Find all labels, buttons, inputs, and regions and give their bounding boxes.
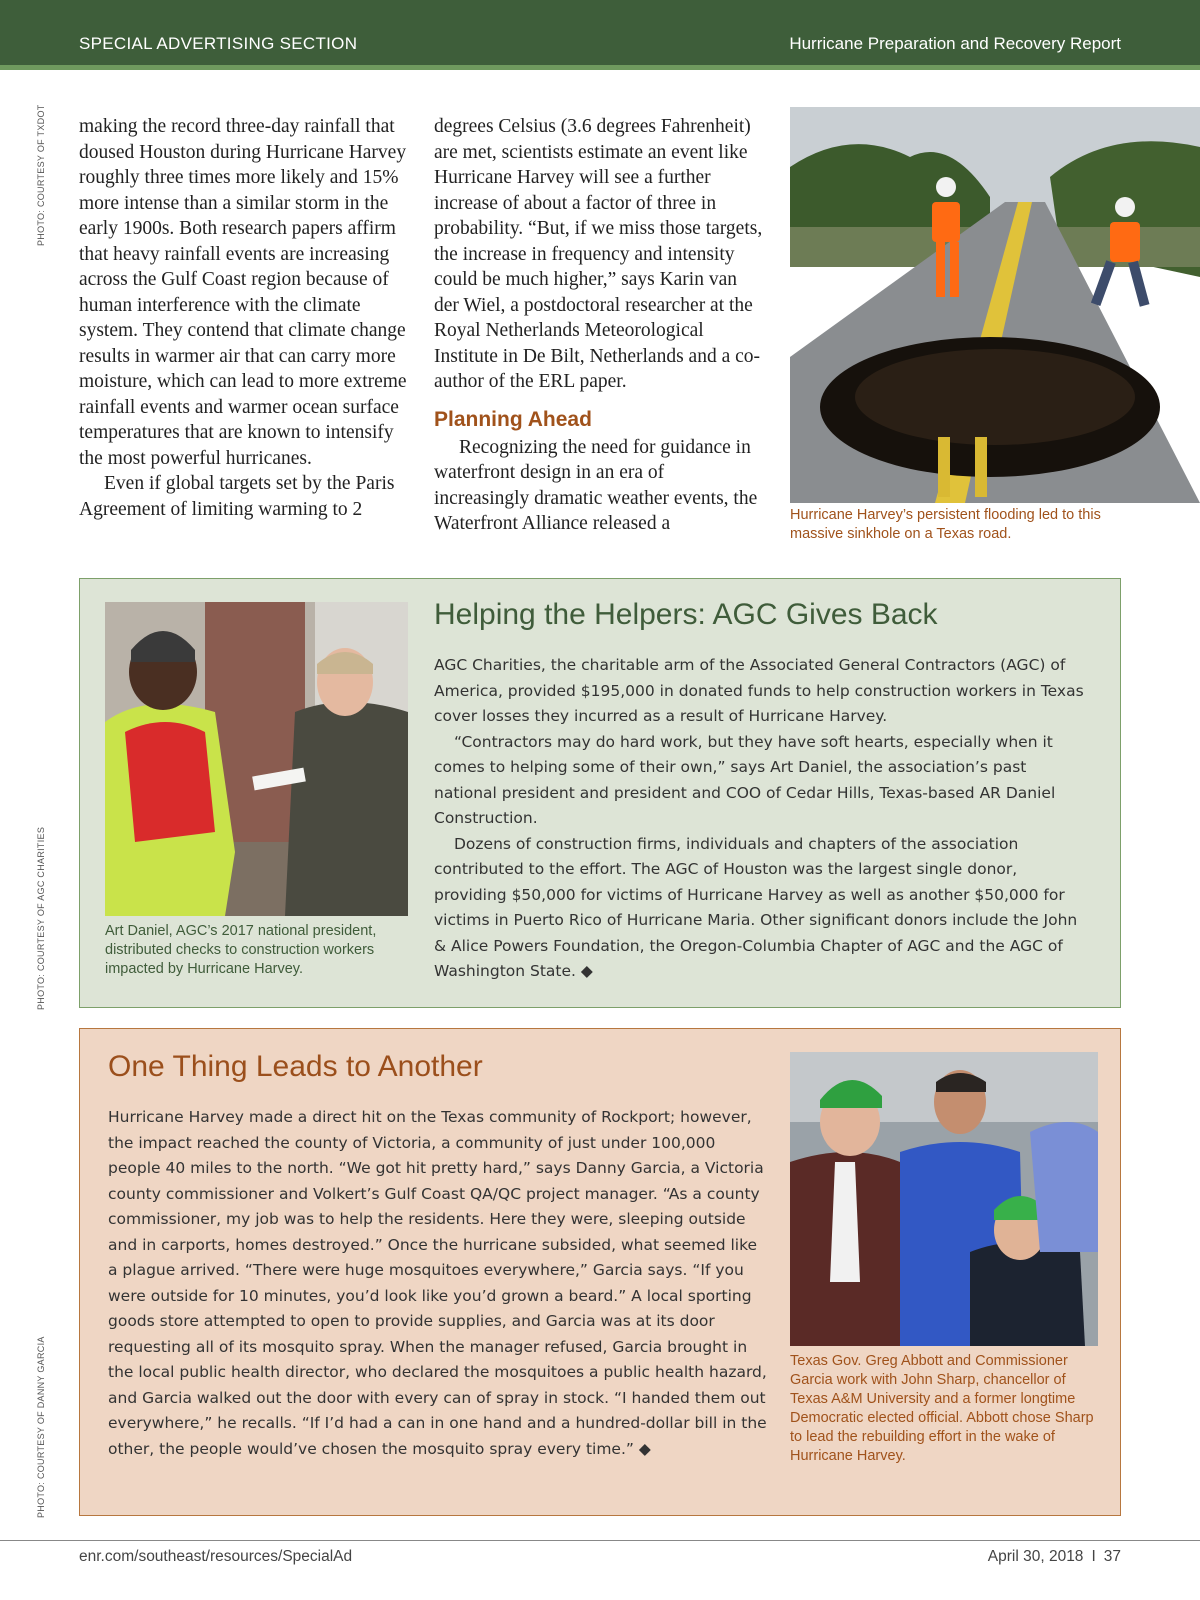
agc-paragraph: “Contractors may do hard work, but they have soft hearts, especially when it comes to helping some of their own,” says Art Daniel, the association’s past national president and president and COO of Cedar Hills, Texas-based AR Daniel Construction. [434,732,1056,827]
agc-box-body [434,653,1094,985]
photo-credit-agc: PHOTO: COURTESY OF AGC CHARITIES [36,826,46,1010]
subhead-planning-ahead: Planning Ahead [434,407,592,431]
agc-photo-caption: Art Daniel, AGC’s 2017 national president, distributed checks to construction workers impacted by Hurricane Harvey. [105,923,377,977]
footer-date: April 30, 2018 [987,1548,1084,1565]
article-paragraph: Even if global targets set by the Paris Agreement of limiting warming to 2 [79,473,395,520]
garcia-group-photo [790,1052,1098,1346]
article-column-1 [79,114,409,522]
header-accent-line [0,65,1200,70]
sinkhole-photo [790,107,1200,503]
page-number: 37 [1103,1548,1121,1565]
agc-paragraph: Dozens of construction firms, individuals and chapters of the association contributed to the effort. The AGC of Houston was the largest single donor, providing $50,000 for victims of Hurricane Harvey as well as another $50,000 for victims in Puerto Rico of Hurricane Maria. Other significant donors include the John & Alice Powers Foundation, the Oregon-Columbia Chapter of AGC and the AGC of Washington State. ◆ [434,834,1078,980]
agc-box-title: Helping the Helpers: AGC Gives Back [434,598,938,631]
agc-paragraph: AGC Charities, the charitable arm of the Associated General Contractors (AGC) of America, provided $195,000 in donated funds to help construction workers in Texas cover losses they incurred as a result of Hurricane Harvey. [434,656,1084,725]
report-title: Hurricane Preparation and Recovery Report [789,34,1121,53]
article-paragraph: degrees Celsius (3.6 degrees Fahrenheit) are met, scientists estimate an event like Hurricane Harvey will see a further increase of about a factor of three in probability. “But, if we miss those targets, the increase in frequency and intensity could be much higher,” says Karin van der Wiel, a postdoctoral researcher at the Royal Netherlands Meteorological Institute in De Bilt, Netherlands and a co-author of the ERL paper. [434,116,763,392]
garcia-paragraph: Hurricane Harvey made a direct hit on the Texas community of Rockport; however, the impact reached the county of Victoria, a community of just under 100,000 people 40 miles to the north. “We got hit pretty hard,” says Danny Garcia, a Victoria county commissioner and Volkert’s Gulf Coast QA/QC project manager. “As a county commissioner, my job was to help the residents. Here they were, sleeping outside and in carports, homes destroyed.” Once the hurricane subsided, what seemed like a plague arrived. “There were huge mosquitoes everywhere,” Garcia says. “If you were outside for 10 minutes, you’d look like you’d grown a beard.” A local sporting goods store attempted to open to provide supplies, and Garcia was at its door requesting all of its mosquito spray. When the manager refused, Garcia brought in the local public health director, who declared the mosquitoes a public health hazard, and Garcia walked out the door with every can of spray in stock. “I handed them out everywhere,” he recalls. “If I’d had a can in one hand and a hundred-dollar bill in the other, the people would’ve chosen the mosquito spray every time.” ◆ [108,1108,767,1458]
article-paragraph: Recognizing the need for guidance in waterfront design in an era of increasingly dramatic weather events, the Waterfront Alliance released a [434,436,758,534]
section-label: SPECIAL ADVERTISING SECTION [79,34,358,53]
sinkhole-caption: Hurricane Harvey’s persistent flooding led to this massive sinkhole on a Texas road. [790,507,1101,542]
article-column-2 [434,114,764,537]
garcia-photo-caption: Texas Gov. Greg Abbott and Commissioner Garcia work with John Sharp, chancellor of Texas A&M University and a former longtime Democratic elected official. Abbott chose Sharp to lead the rebuilding effort in the wake of Hurricane Harvey. [790,1353,1094,1464]
garcia-box-body [108,1105,768,1462]
photo-credit-txdot: PHOTO: COURTESY OF TXDOT [36,104,46,246]
agc-check-photo [105,602,408,916]
article-paragraph: making the record three-day rainfall that doused Houston during Hurricane Harvey roughly three times more likely and 15% more intense than a similar storm in the early 1900s. Both research papers affirm that heavy rainfall events are increasing across the Gulf Coast region because of human interference with the climate system. They contend that climate change results in warmer air that can carry more moisture, which can lead to more extreme rainfall events and warmer ocean surface temperatures that are known to intensify the most powerful hurricanes. [79,116,407,469]
garcia-box-title: One Thing Leads to Another [108,1050,483,1083]
footer-separator: I [1091,1548,1096,1565]
photo-credit-garcia: PHOTO: COURTESY OF DANNY GARCIA [36,1336,46,1518]
footer-url: enr.com/southeast/resources/SpecialAd [79,1548,353,1565]
footer-date-page [988,1548,1121,1566]
footer-rule [0,1540,1200,1541]
header-bar [0,0,1200,65]
